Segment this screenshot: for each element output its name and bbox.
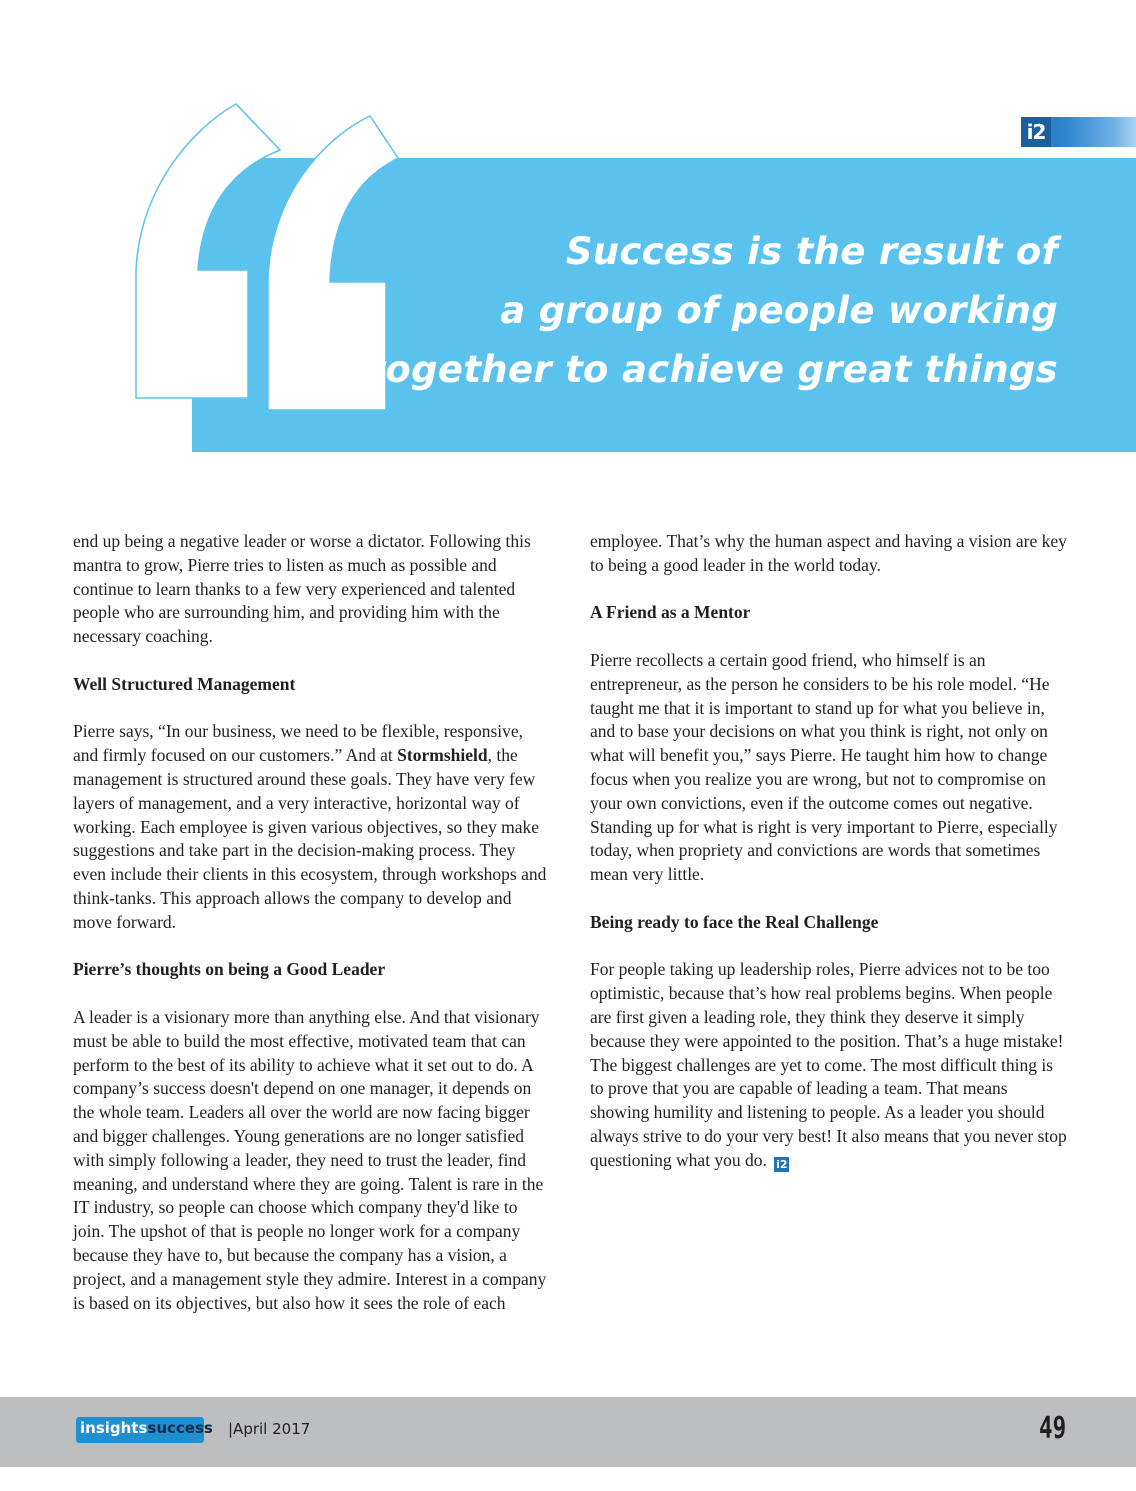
i2-logo: i2	[1021, 117, 1051, 147]
logo-text: insights	[80, 1419, 148, 1437]
quote-line: Success is the result of	[565, 230, 1058, 273]
section-heading: Pierre’s thoughts on being a Good Leader	[73, 959, 386, 980]
insights-success-logo	[76, 1417, 213, 1443]
quote-line: a group of people working	[500, 289, 1058, 332]
pull-quote	[298, 222, 1058, 399]
paragraph: end up being a negative leader or worse a dictator. Following this mantra to grow, Pierre tries to listen as much as possible and continue to learn thanks to a few very experienced and talented people who are surrounding him, and providing him with the necessary coaching.	[73, 531, 531, 647]
article-right-column	[590, 530, 1068, 1196]
quote-line: together to achieve great things	[367, 348, 1058, 391]
issue-date: |April 2017	[228, 1420, 311, 1438]
paragraph: A leader is a visionary more than anything else. And that visionary must be able to build the most effective, motivated team that can perform to the best of its ability to achieve what it set out to do. A company’s success doesn't depend on one manager, it depends on the whole team. Leaders all over the world are now facing bigger and bigger challenges. Young generations are no longer satisfied with simply following a leader, they need to trust the leader, find meaning, and understand where they are going. Talent is rare in the IT industry, so people can choose which company they'd like to join. The upshot of that is people no longer work for a company because they have to, but because the company has a vision, a project, and a management style they admire. Interest in a company is based on its objectives, but also how it sees the role of each	[73, 1006, 547, 1313]
header-badge	[1021, 117, 1136, 147]
company-name: Stormshield	[397, 745, 488, 766]
logo-text: success	[147, 1419, 213, 1437]
text-run: For people taking up leadership roles, Pierre advices not to be too optimistic, because that’s how real problems begins. When people are first given a leading role, they think they deserve it simply because they were appointed to the position. That’s a huge mistake! The biggest challenges are yet to come. The most difficult thing is to prove that you are capable of leading a team. That means showing humility and listening to people. As a leader you should always strive to do your very best! It also means that you never stop questioning what you do.	[590, 959, 1067, 1170]
section-heading: Being ready to face the Real Challenge	[590, 911, 879, 932]
paragraph: Pierre recollects a certain good friend, who himself is an entrepreneur, as the person he considers to be his role model. “He taught me that it is important to stand up for what you believe in, and to base your decisions on what you think is right, not only on what will benefit you,” says Pierre. He taught him how to change focus when you realize you are wrong, but not to compromise on your own convictions, even if the outcome comes out negative. Standing up for what is right is very important to Pierre, especially today, when propriety and convictions are words that sometimes mean very little.	[590, 649, 1058, 885]
section-heading: Well Structured Management	[73, 673, 296, 694]
page-footer	[0, 1397, 1136, 1467]
text-run: Pierre says, “In our business, we need to be flexible, responsive, and firmly focused on our customers.” And at	[73, 721, 524, 766]
paragraph	[73, 720, 551, 934]
section-heading: A Friend as a Mentor	[590, 602, 751, 623]
page-number: 49	[1038, 1411, 1066, 1446]
end-mark-icon: i2	[776, 1157, 788, 1171]
article-left-column	[73, 530, 551, 1339]
paragraph: employee. That’s why the human aspect and having a vision are key to being a good leader in the world today.	[590, 531, 1067, 575]
text-run: , the management is structured around these goals. They have very few layers of management, and a very interactive, horizontal way of working. Each employee is given various objectives, so they make suggestions and take part in the decision-making process. They even include their clients in this ecosystem, through workshops and think-tanks. This approach allows the company to develop and move forward.	[73, 745, 547, 932]
paragraph	[590, 958, 1068, 1172]
